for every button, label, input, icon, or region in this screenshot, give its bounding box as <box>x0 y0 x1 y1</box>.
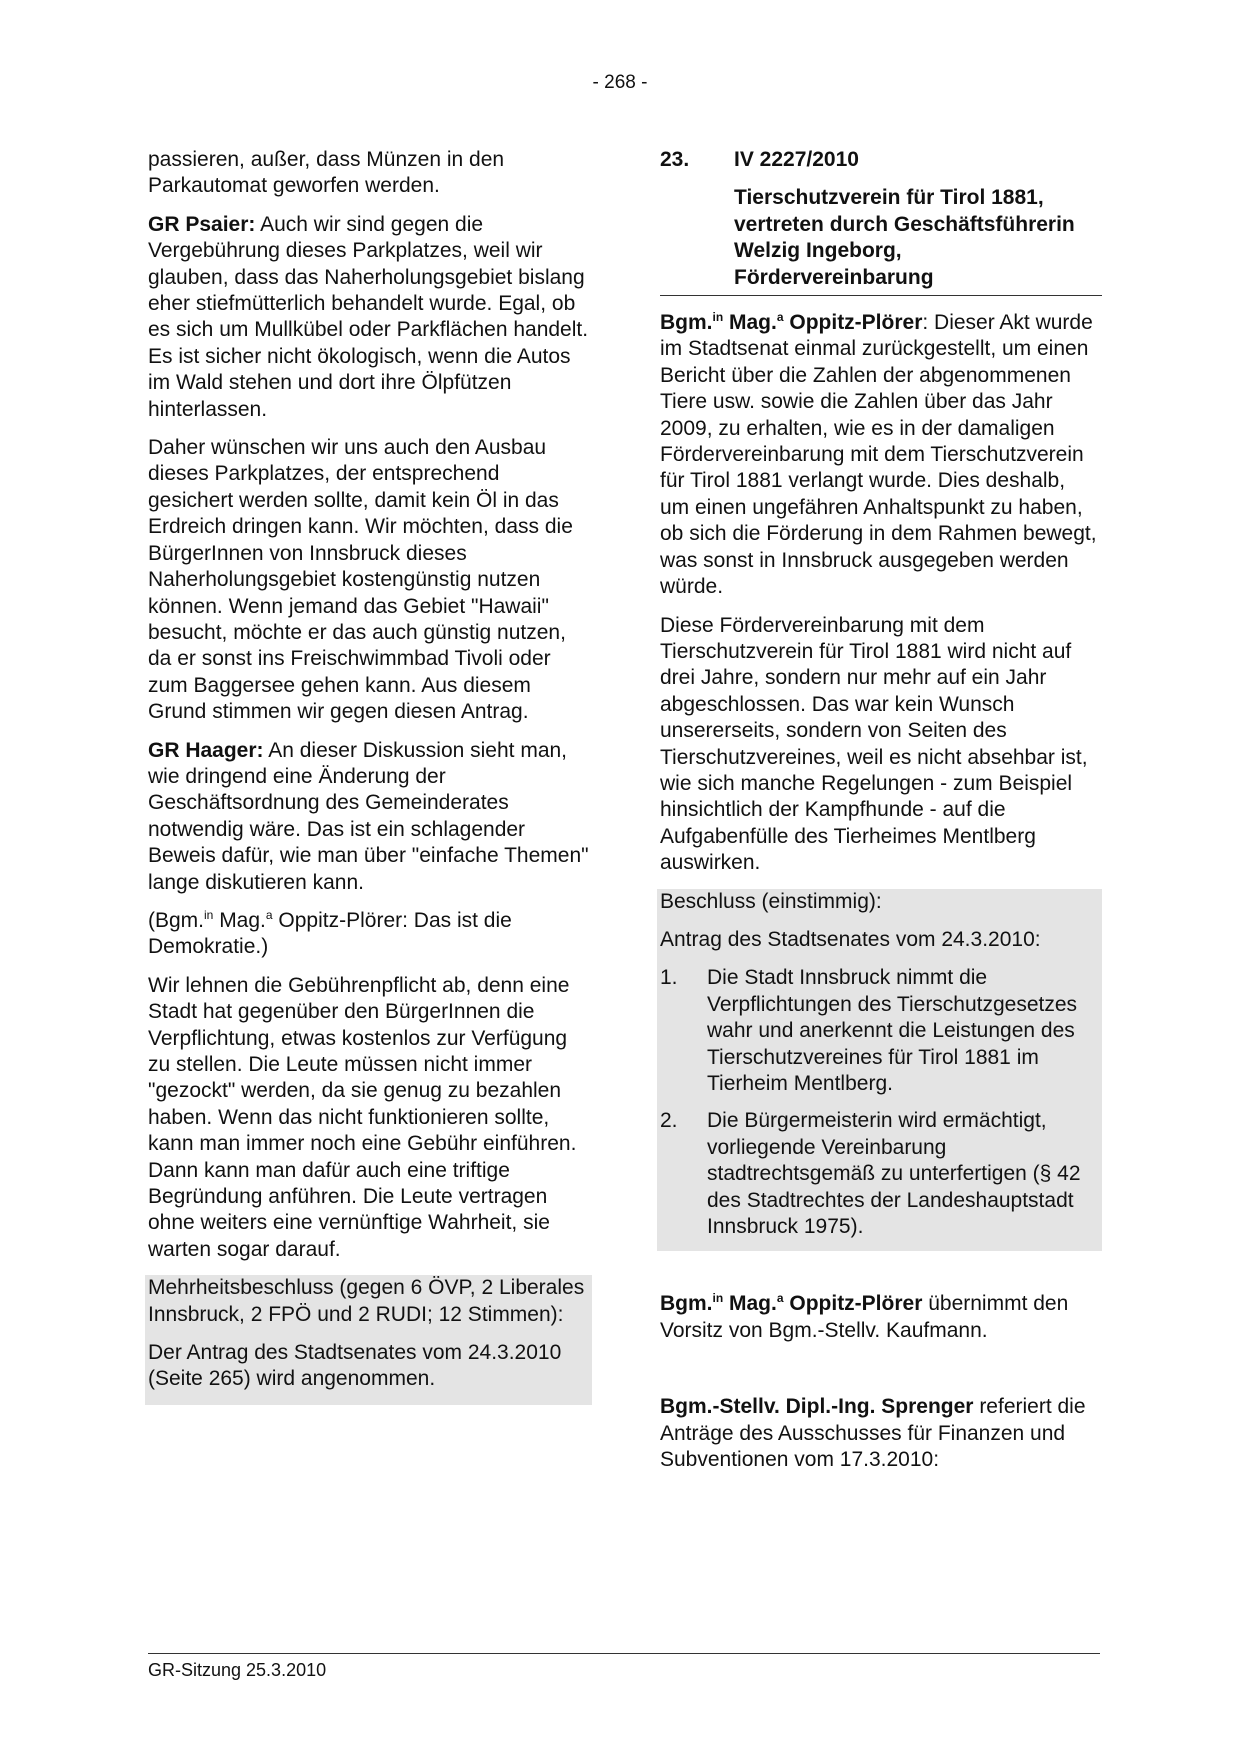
resolution-box <box>145 1275 592 1405</box>
chair-name: Oppitz-Plörer <box>783 1292 923 1316</box>
list-text: Die Bürgermeisterin wird ermächtigt, vorliegende Vereinbarung stadtrechtsgemäß zu unterfertigen (§ 42 des Stadtrechtes der Landeshauptstadt Innsbruck 1975). <box>707 1109 1081 1239</box>
list-item <box>660 965 1102 1108</box>
left-column <box>148 147 590 1405</box>
interjection-text: Oppitz-Plörer: Das ist die Demokratie.) <box>148 908 512 959</box>
speaker-haager: GR Haager: <box>148 738 264 762</box>
chair-sup-in: in <box>712 1291 724 1306</box>
psaier-statement <box>148 212 590 423</box>
sprenger-statement <box>660 1394 1100 1473</box>
mayor-mag: Mag. <box>723 311 777 335</box>
footer-session-date: GR-Sitzung 25.3.2010 <box>148 1660 327 1680</box>
mayor-title: Bgm. <box>660 311 713 335</box>
sprenger-text: referiert die Anträge des Ausschusses für Finanzen und Subventionen vom 17.3.2010: <box>660 1395 1086 1472</box>
decision-intro: Antrag des Stadtsenates vom 24.3.2010: <box>660 927 1041 951</box>
item-title: Tierschutzverein für Tirol 1881, vertreten durch Geschäftsführerin Welzig Ingeborg, Fördervereinbarung <box>734 186 1075 289</box>
paragraph-continuation: passieren, außer, dass Münzen in den Parkautomat geworfen werden. <box>148 148 505 198</box>
chair-title: Bgm. <box>660 1292 713 1316</box>
item-code: IV 2227/2010 <box>734 148 859 171</box>
chair-sup-a: a <box>776 1291 784 1306</box>
psaier-text: Auch wir sind gegen die Vergebührung dieses Parkplatzes, weil wir glauben, dass das Naherholungsgebiet bislang eher stiefmütterlich behandelt wurde. Egal, ob es sich um Mullkübel oder Parkflächen handelt. Es ist sicher nicht ökologisch, wenn die Autos im Wald stehen und dort ihre Ölpfützen hinterlassen. <box>148 212 589 421</box>
mayor-name: Oppitz-Plörer <box>783 311 923 335</box>
mayor-statement <box>660 310 1100 600</box>
chair-text: übernimmt den Vorsitz von Bgm.-Stellv. Kaufmann. <box>660 1292 1069 1342</box>
mayor-text: : Dieser Akt wurde im Stadtsenat einmal zurückgestellt, um einen Bericht über die Zahlen der abgenommenen Tiere usw. sowie die Zahlen über das Jahr 2009, zu erhalten, wie es in der damaligen Fördervereinbarung mit dem Tierschutzverein für Tirol 1881 verlangt wurde. Dies deshalb, um einen ungefähren Anhaltspunkt zu haben, ob sich die Förderung in dem Rahmen bewegt, was sonst in Innsbruck ausgegeben werden würde. <box>660 311 1097 599</box>
mayor-sup-in: in <box>712 310 724 325</box>
decision-list <box>660 965 1102 1251</box>
interjection-sup-in: in <box>204 907 214 922</box>
list-number: 1. <box>660 966 678 990</box>
list-text: Die Stadt Innsbruck nimmt die Verpflichtungen des Tierschutzgesetzes wahr und anerkennt die Leistungen des Tierschutzvereines für Tirol 1881 im Tierheim Mentlberg. <box>707 966 1078 1095</box>
haager-statement <box>148 738 590 896</box>
haager-text: An dieser Diskussion sieht man, wie dringend eine Änderung der Geschäftsordnung des Gemeinderates notwendig wäre. Das ist ein schlagender Beweis dafür, wie man über "einfache Themen" lange diskutieren kann. <box>148 738 589 894</box>
resolution-vote: Mehrheitsbeschluss (gegen 6 ÖVP, 2 Liberales Innsbruck, 2 FPÖ und 2 RUDI; 12 Stimmen): <box>148 1276 585 1326</box>
mayor-sup-a: a <box>776 310 784 325</box>
list-number: 2. <box>660 1109 678 1133</box>
resolution-text: Der Antrag des Stadtsenates vom 24.3.2010 (Seite 265) wird angenommen. <box>148 1341 562 1391</box>
page-number: - 268 - <box>592 72 648 93</box>
paragraph-parking: Daher wünschen wir uns auch den Ausbau dieses Parkplatzes, der entsprechend gesichert werden sollte, damit kein Öl in das Erdreich dringen kann. Wir möchten, dass die BürgerInnen von Innsbruck dieses Naherholungsgebiet kostengünstig nutzen können. Wenn jemand das Gebiet "Hawaii" besucht, möchte er das auch günstig nutzen, da er sonst ins Freischwimmbad Tivoli oder zum Baggersee gehen kann. Aus diesem Grund stimmen wir gegen diesen Antrag. <box>148 436 573 724</box>
right-column <box>660 147 1100 1485</box>
speaker-chair <box>660 1292 922 1315</box>
agenda-item-header <box>660 147 1102 296</box>
paragraph-fees: Wir lehnen die Gebührenpflicht ab, denn eine Stadt hat gegenüber den BürgerInnen die Verpflichtung, etwas kostenlos zur Verfügung zu stellen. Die Leute müssen nicht immer "gezockt" werden, da sie genug zu bezahlen haben. Wenn das nicht funktionieren sollte, kann man immer noch eine Gebühr einführen. Dann kann man dafür auch eine triftige Begründung anführen. Die Leute vertragen ohne weiters eine vernünftige Wahrheit, sie warten sogar darauf. <box>148 973 577 1261</box>
speaker-mayor <box>660 311 922 334</box>
speaker-psaier: GR Psaier: <box>148 212 256 236</box>
interjection-sup-a: a <box>265 907 273 922</box>
decision-title: Beschluss (einstimmig): <box>660 889 882 913</box>
item-number: 23. <box>660 148 690 171</box>
interjection <box>148 908 590 961</box>
list-item <box>660 1108 1102 1251</box>
decision-box <box>657 889 1102 1252</box>
chair-mag: Mag. <box>723 1292 777 1316</box>
paragraph-agreement: Diese Fördervereinbarung mit dem Tierschutzverein für Tirol 1881 wird nicht auf drei Jahre, sondern nur mehr auf ein Jahr abgeschlossen. Das war kein Wunsch unsererseits, sondern von Seiten des Tierschutzvereines, weil es nicht absehbar ist, wie sich manche Regelungen - zum Beispiel hinsichtlich der Kampfhunde - auf die Aufgabenfülle des Tierheimes Mentlberg auswirken. <box>660 613 1088 875</box>
interjection-mag: Mag. <box>213 908 266 932</box>
interjection-title: (Bgm. <box>148 908 205 932</box>
footer-divider <box>148 1653 1100 1654</box>
speaker-sprenger: Bgm.-Stellv. Dipl.-Ing. Sprenger <box>660 1395 974 1419</box>
chair-statement <box>660 1291 1100 1344</box>
